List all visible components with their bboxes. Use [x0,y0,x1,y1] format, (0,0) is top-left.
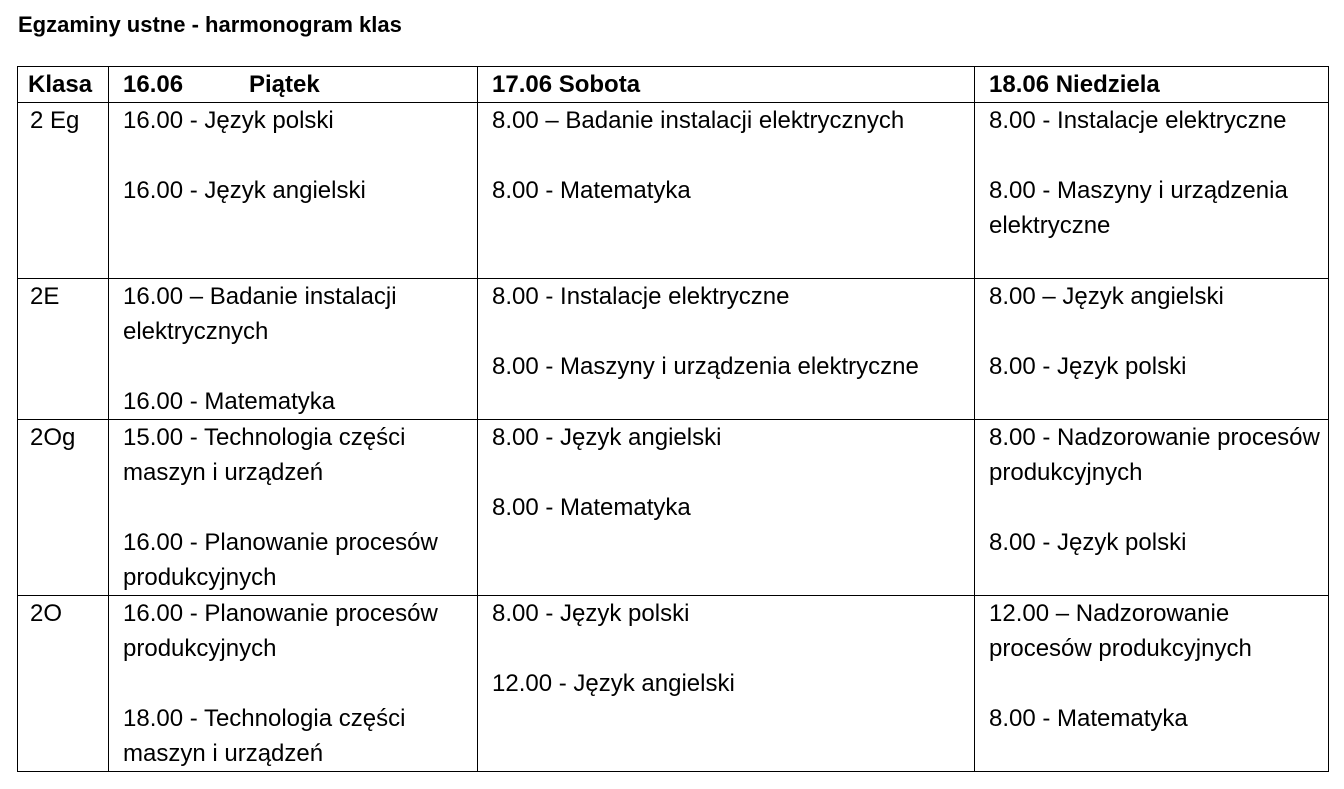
exam-entry: 8.00 - Język polski [989,353,1187,380]
day1-cell [109,596,478,772]
day3-cell [975,279,1329,420]
column-header-day3: 18.06 Niedziela [975,67,1329,103]
column-header-day1-name: Piątek [249,71,320,98]
exam-entry: 18.00 - Technologia części maszyn i urządzeń [123,705,406,767]
column-header-klasa: Klasa [18,67,109,103]
day1-cell [109,420,478,596]
exam-entry: 8.00 - Nadzorowanie procesów produkcyjnych [989,424,1320,486]
class-cell: 2 Eg [18,103,109,279]
day2-cell [478,279,975,420]
day2-cell [478,596,975,772]
exam-entry: 16.00 - Planowanie procesów produkcyjnych [123,600,438,662]
exam-entry: 8.00 - Maszyny i urządzenia elektryczne [492,353,919,380]
class-cell: 2Og [18,420,109,596]
exam-entry: 16.00 – Badanie instalacji elektrycznych [123,283,397,345]
table-row [18,103,1329,279]
exam-entry: 8.00 - Matematyka [989,705,1188,732]
exam-entry: 8.00 - Instalacje elektryczne [492,283,790,310]
table-row [18,420,1329,596]
day3-cell [975,103,1329,279]
exam-entry: 12.00 - Język angielski [492,670,735,697]
column-header-day1 [109,67,478,103]
column-header-day1-date: 16.06 [123,71,184,98]
exam-entry: 8.00 - Matematyka [492,494,691,521]
exam-entry: 16.00 - Język angielski [123,177,366,204]
exam-schedule-table [17,66,1329,772]
table-row [18,596,1329,772]
day1-cell [109,103,478,279]
exam-entry: 16.00 - Język polski [123,107,334,134]
class-cell: 2O [18,596,109,772]
day3-cell [975,596,1329,772]
exam-entry: 15.00 - Technologia części maszyn i urządzeń [123,424,406,486]
exam-entry: 16.00 - Planowanie procesów produkcyjnych [123,529,438,591]
day1-cell [109,279,478,420]
exam-entry: 8.00 - Język polski [492,600,690,627]
exam-entry: 8.00 – Badanie instalacji elektrycznych [492,107,905,134]
day2-cell [478,420,975,596]
exam-entry: 8.00 - Matematyka [492,177,691,204]
class-cell: 2E [18,279,109,420]
document-title: Egzaminy ustne - harmonogram klas [18,12,402,37]
exam-entry: 8.00 - Język polski [989,529,1187,556]
day2-cell [478,103,975,279]
exam-entry: 12.00 – Nadzorowanie procesów produkcyjnych [989,600,1252,662]
exam-entry: 8.00 - Instalacje elektryczne [989,107,1287,134]
table-header-row [18,67,1329,103]
column-header-day2: 17.06 Sobota [478,67,975,103]
day3-cell [975,420,1329,596]
exam-entry: 8.00 - Maszyny i urządzenia elektryczne [989,177,1288,239]
exam-entry: 16.00 - Matematyka [123,388,336,415]
exam-entry: 8.00 - Język angielski [492,424,722,451]
table-row [18,279,1329,420]
exam-entry: 8.00 – Język angielski [989,283,1224,310]
